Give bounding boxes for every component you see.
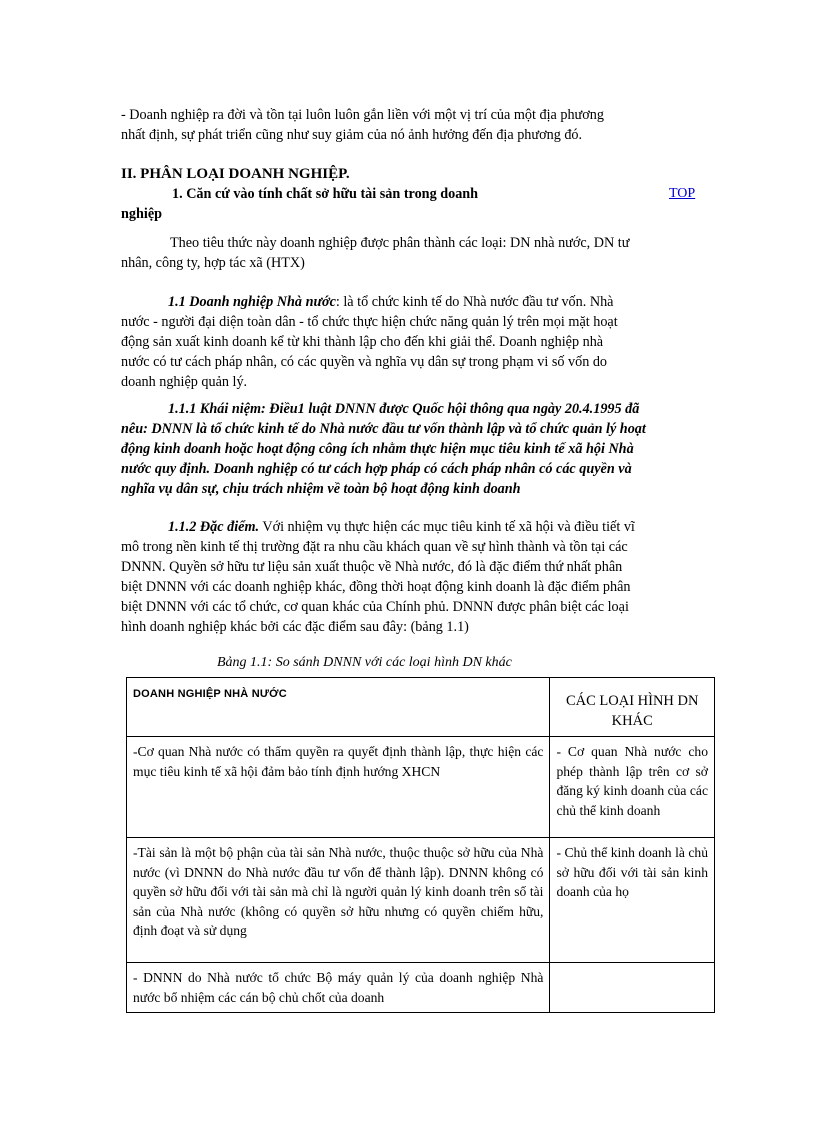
table-row <box>127 963 715 1013</box>
types-line-1: Theo tiêu thức này doanh nghiệp được phân thành các loại: DN nhà nước, DN tư <box>170 235 630 251</box>
para-1-1-1-line: nước quy định. Doanh nghiệp có tư cách hợp pháp có cách pháp nhân có các quyền và <box>121 461 632 477</box>
para-1-1-line: động sản xuất kinh doanh kể từ khi thành lập cho đến khi giải thể. Doanh nghiệp nhà <box>121 334 604 350</box>
para-1-1-2-line: mô trong nền kinh tế thị trường đặt ra nhu cầu khách quan về sự hình thành và tồn tại các <box>121 539 628 555</box>
para-1-1-1-title: 1.1.1 Khái niệm: <box>168 401 266 417</box>
section-heading: II. PHÂN LOẠI DOANH NGHIỆP. <box>121 166 350 182</box>
para-1-1-2-line: hình doanh nghiệp khác bởi các đặc điểm sau đây: (bảng 1.1) <box>121 619 469 635</box>
header-left-cell <box>127 678 550 737</box>
intro-line-2: nhất định, sự phát triển cũng như suy giảm của nó ảnh hưởng đến địa phương đó. <box>121 127 583 143</box>
header-right-cell <box>550 678 715 737</box>
para-1-1-2-title: 1.1.2 Đặc điểm. <box>168 519 260 535</box>
para-1-1-first-line <box>168 292 703 312</box>
table-row <box>127 737 715 838</box>
sub-heading-cont: nghiệp <box>121 206 163 222</box>
table-caption: Bảng 1.1: So sánh DNNN với các loại hình DN khác <box>217 655 512 670</box>
para-1-1-1-line: nghĩa vụ dân sự, chịu trách nhiệm về toàn bộ hoạt động kinh doanh <box>121 481 521 497</box>
header-right-label: CÁC LOẠI HÌNH DN KHÁC <box>565 693 699 729</box>
types-line-2: nhân, công ty, hợp tác xã (HTX) <box>121 255 305 271</box>
comparison-table <box>126 677 715 1013</box>
table-cell-left: - DNNN do Nhà nước tổ chức Bộ máy quản lý của doanh nghiệp Nhà nước bổ nhiệm các cán bộ chủ chốt của doanh <box>127 963 550 1013</box>
para-1-1-2-line: biệt DNNN với các doanh nghiệp khác, đồng thời hoạt động kinh doanh là đặc điểm phân <box>121 579 631 595</box>
table-cell-right <box>550 963 715 1013</box>
top-link[interactable]: TOP <box>669 186 696 201</box>
para-1-1-text: : là tổ chức kinh tế do Nhà nước đầu tư vốn. Nhà <box>335 294 614 310</box>
para-1-1-1-line: nêu: DNNN là tổ chức kinh tế do Nhà nước đầu tư vốn thành lập và tổ chức quản lý hoạt <box>121 421 646 437</box>
header-left-label: DOANH NGHIỆP NHÀ NƯỚC <box>133 688 287 700</box>
table-row <box>127 838 715 963</box>
para-1-1-1-first-line <box>168 399 703 419</box>
para-1-1-title: 1.1 Doanh nghiệp Nhà nước <box>168 294 336 310</box>
sub-heading: 1. Căn cứ vào tính chất sở hữu tài sản trong doanh <box>172 186 479 202</box>
para-1-1-2-line: biệt DNNN với các tổ chức, cơ quan khác của Chính phủ. DNNN được phân biệt các loại <box>121 599 629 615</box>
para-1-1-line: nước - người đại diện toàn dân - tổ chức thực hiện chức năng quản lý trên mọi mặt hoạt <box>121 314 618 330</box>
table-cell-right: - Cơ quan Nhà nước cho phép thành lập trên cơ sở đăng ký kinh doanh của các chủ thể kinh doanh <box>550 737 715 838</box>
table-header-row <box>127 678 715 737</box>
para-1-1-line: doanh nghiệp quản lý. <box>121 374 248 390</box>
para-1-1-2-text: Với nhiệm vụ thực hiện các mục tiêu kinh tế xã hội và điều tiết vĩ <box>259 519 635 535</box>
para-1-1-1-text: Điều1 luật DNNN được Quốc hội thông qua ngày 20.4.1995 đã <box>265 401 640 417</box>
para-1-1-2-first-line <box>168 517 703 537</box>
intro-line-1: - Doanh nghiệp ra đời và tồn tại luôn luôn gắn liền với một vị trí của một địa phương <box>121 107 604 123</box>
table-cell-left: -Cơ quan Nhà nước có thẩm quyền ra quyết định thành lập, thực hiện các mục tiêu kinh tế xã hội đảm bảo tính định hướng XHCN <box>127 737 550 838</box>
para-1-1-1-line: động kinh doanh hoặc hoạt động công ích nhằm thực hiện mục tiêu kinh tế xã hội Nhà <box>121 441 634 457</box>
table-cell-left: -Tài sản là một bộ phận của tài sản Nhà nước, thuộc thuộc sở hữu của Nhà nước (vì DNNN do Nhà nước đầu tư vốn để thành lập). DNNN không có quyền sở hữu đối với tài sản mà chỉ là người quản lý kinh doanh trên số tài sản của Nhà nước (không có quyền sở hữu nhưng có quyền chiếm hữu, định đoạt và sử dụng <box>127 838 550 963</box>
para-1-1-line: nước có tư cách pháp nhân, có các quyền và nghĩa vụ dân sự trong phạm vi số vốn do <box>121 354 608 370</box>
table-cell-right: - Chủ thể kinh doanh là chủ sở hữu đối với tài sản kinh doanh của họ <box>550 838 715 963</box>
para-1-1-2-line: DNNN. Quyền sở hữu tư liệu sản xuất thuộc về Nhà nước, đó là đặc điểm thứ nhất phân <box>121 559 623 575</box>
